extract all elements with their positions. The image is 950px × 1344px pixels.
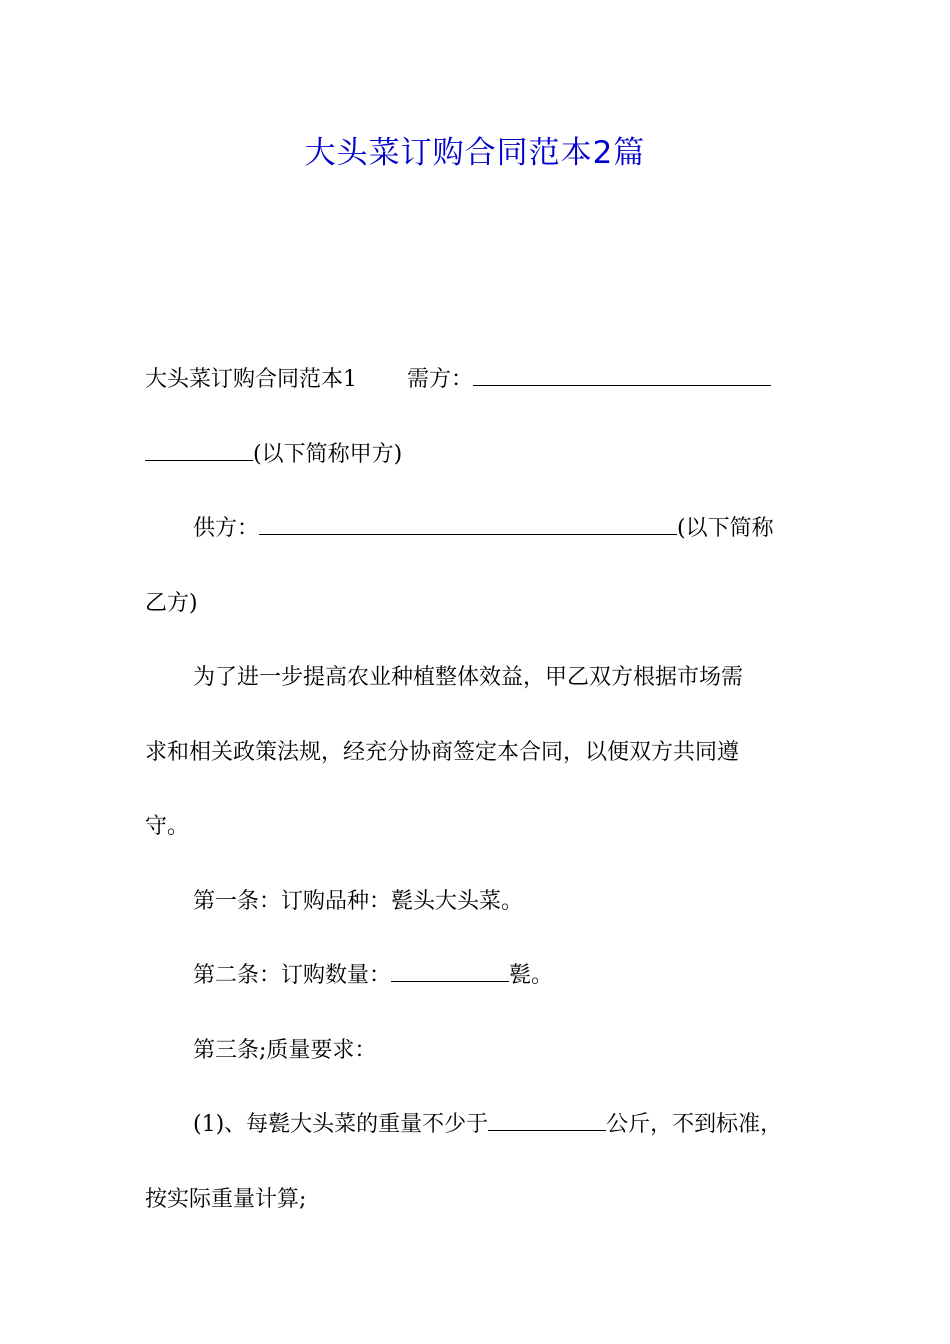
paragraph-line bbox=[145, 418, 807, 493]
weight-requirement-text-end: 按实际重量计算; bbox=[145, 1186, 307, 1212]
party-a-note: (以下简称甲方) bbox=[253, 441, 403, 467]
paragraph-line bbox=[145, 343, 807, 418]
weight-requirement-unit: 公斤，不到标准， bbox=[606, 1112, 783, 1137]
paragraph-line bbox=[145, 567, 807, 642]
buyer-blank-continued bbox=[145, 444, 253, 461]
paragraph-line bbox=[145, 790, 807, 865]
supplier-label: 供方： bbox=[193, 516, 260, 541]
contract-heading-text: 大头菜订购合同范本1 bbox=[145, 367, 357, 392]
buyer-label: 需方： bbox=[407, 367, 474, 392]
paragraph-line bbox=[145, 939, 807, 1014]
paragraph-line bbox=[145, 1014, 807, 1089]
paragraph-line bbox=[145, 865, 807, 940]
document-title: 大头菜订购合同范本2篇 bbox=[304, 135, 646, 171]
paragraph-line bbox=[145, 641, 807, 716]
weight-requirement-text: (1)、每甏大头菜的重量不少于 bbox=[193, 1112, 489, 1137]
buyer-blank bbox=[473, 369, 771, 386]
article-three-text: 第三条;质量要求： bbox=[193, 1037, 377, 1063]
supplier-blank bbox=[259, 518, 677, 535]
party-b-note-end: 乙方) bbox=[145, 590, 198, 616]
preamble-text: 守。 bbox=[145, 814, 190, 839]
article-one-text: 第一条：订购品种：甏头大头菜。 bbox=[193, 888, 524, 914]
preamble-text: 求和相关政策法规，经充分协商签定本合同，以便双方共同遵 bbox=[145, 739, 740, 765]
document-body bbox=[145, 343, 807, 1237]
paragraph-line bbox=[145, 492, 807, 567]
article-two-unit: 甏。 bbox=[509, 963, 554, 988]
paragraph-line bbox=[145, 1088, 807, 1163]
paragraph-line bbox=[145, 1163, 807, 1238]
article-two-text: 第二条：订购数量： bbox=[193, 963, 392, 988]
quantity-blank bbox=[391, 965, 509, 982]
paragraph-line bbox=[145, 716, 807, 791]
weight-blank bbox=[488, 1114, 606, 1131]
party-b-note: (以下简称 bbox=[677, 516, 774, 541]
preamble-text: 为了进一步提高农业种植整体效益，甲乙双方根据市场需 bbox=[193, 665, 744, 690]
